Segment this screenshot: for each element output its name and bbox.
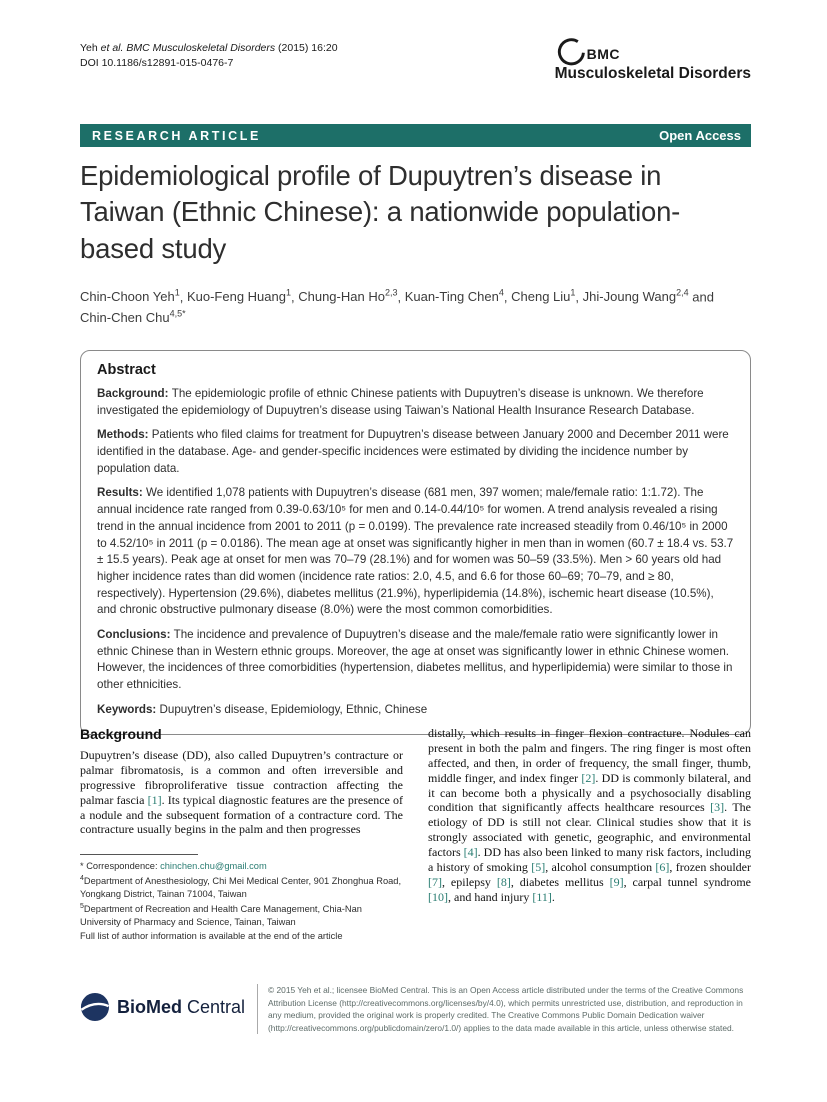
citation-authors: Yeh [80,42,101,54]
affiliation-superscript: 5 [80,902,84,910]
bmc-logo [555,36,751,83]
abstract-section: Background: The epidemiologic profile of ethnic Chinese patients with Dupuytren’s disease is unknown. We therefore investigated the epidemiology of Dupuytren’s disease using Taiwan’s National Health Insurance Research Database. [97,387,704,417]
author-name: Chin-Choon Yeh$^1$ [80,288,180,305]
citation-ref[interactable]: [10] [428,889,448,904]
author-name: Cheng Liu$^1$ [511,288,576,305]
page-header [80,42,751,83]
bmc-logo-row [555,36,751,67]
copyright-text: © 2015 Yeh et al.; licensee BioMed Central. This is an Open Access article distributed under the terms of the Creative Commons Attribution License (http://creativecommons.org/licenses/by/4.0), which permits unrestricted use, distribution, and reproduction in any medium, provided the original work is properly credited. The Creative Commons Public Domain Dedication waiver (http://creativecommons.org/publicdomain/zero/1.0/) applies to the data made available in this article, unless otherwise stated. [257,984,751,1034]
author-name: Jhi-Joung Wang$^{2,4}$ [582,288,689,305]
affiliation-superscript: 4 [80,875,84,883]
research-article-label: RESEARCH ARTICLE [92,128,261,143]
doi-line: DOI 10.1186/s12891-015-0476-7 [80,57,234,69]
body-paragraph-left: Dupuytren’s disease (DD), also called Dupuytren’s contracture or palmar fibromatosis, is a common and often irreversible and progressive fibroproliferative tissue contraction affecting the palmar fascia [1]. Its typical diagnostic features are the presence of a nodule and the subsequent formation of a contracture cord. The contracture usually begins in the palm and then progresses [80,748,403,837]
correspondence-note [80,860,403,873]
citation-ref[interactable]: [4] [463,845,478,859]
abstract-section: Results: We identified 1,078 patients with Dupuytren’s disease (681 men, 397 women; male/female ratio: 1:1.72). The annual incidence rate ranged from 0.39-0.63/10⁵ for men and 0.14-0.44/10⁵ for women. A trend analysis revealed a rising trend in the annual incidence from 2001 to 2011 (p = 0.0199). The prevalence rate increased steadily from 0.46/10⁵ in 2000 to 4.52/10⁵ in 2011 (p = 0.0186). The mean age at onset was significantly higher in men than in women (60.7 ± 18.4 vs. 53.7 ± 15.5 years). Peak age at onset for men was 70–79 (28.1%) and for women was 50–59 (33.5%). Men > 60 years old had higher incidence rates than did women (incidence rate ratios: 2.0, 4.5, and 6.6 for those 60–69; 70–79, and ≥ 80, respectively). Hypertension (29.6%), diabetes mellitus (21.9%), hyperlipidemia (14.8%), ischemic heart disease (10.5%), and chronic obstructive pulmonary disease (8.0%) were the most common comorbidities. [97,486,734,617]
author-name: Chin-Chen Chu$^{4,5*}$ [80,308,186,325]
citation-ref[interactable]: [2] [581,770,596,785]
author-affiliation-superscript: 1 [174,288,180,298]
footnotes-block [80,854,403,942]
author-name: Chung-Han Ho$^{2,3}$ [298,288,398,305]
body-columns [80,726,751,943]
citation-ref[interactable]: [8] [496,874,511,889]
authors-line: Chin-Choon Yeh$^1$, Kuo-Feng Huang$^1$, Chung-Han Ho$^{2,3}$, Kuan-Ting Chen$^4$, Cheng Liu$^1$, Jhi-Joung Wang$^{2,4}$ and Chin-Chen Chu$^{4,5*}$ [80,288,714,325]
article-type-banner [80,124,751,147]
journal-name-italic: et al. BMC Musculoskeletal Disorders [100,42,276,54]
full-author-list-note: Full list of author information is available at the end of the article [80,930,343,941]
citation-ref[interactable]: [3] [710,800,725,815]
affiliation-note: $^5$Department of Recreation and Health Care Management, Chia-Nan University of Pharmacy and Science, Tainan, Taiwan [80,902,362,927]
biomed-central-globe-icon [80,992,110,1022]
affiliation-note: $^4$Department of Anesthesiology, Chi Mei Medical Center, 901 Zhonghua Road, Yongkang District, Tainan 71004, Taiwan [80,875,402,899]
citation-line [80,42,338,54]
author-affiliation-superscript: 1 [285,288,291,298]
bmc-wordmark: BMC [586,45,620,62]
author-name: Kuan-Ting Chen$^4$ [404,288,504,305]
open-access-label: Open Access [659,128,741,143]
abstract-section: Conclusions: The incidence and prevalence of Dupuytren’s disease and the male/female ratio were significantly lower in ethnic Chinese than in Western ethnic groups. Moreover, the age at onset was significantly lower in ethnic Chinese women. However, the incidences of three comorbidities (hypertension, diabetes mellitus, and hyperlipidemia) were similar to those in other ethnicities. [97,627,733,691]
abstract-section-label: Conclusions: [97,627,174,641]
author-affiliation-superscript: 2,4 [676,288,689,298]
biomed-central-logo [80,984,245,1022]
abstract-section: Methods: Patients who filed claims for treatment for Dupuytren’s disease between January 2000 and December 2011 were identified in the database. Age- and gender-specific incidences were estimated by dividing the incidence number by population data. [97,428,729,475]
abstract-section-label: Results: [97,486,146,500]
bmc-arc-icon [555,36,586,67]
citation-ref[interactable]: [11] [532,889,552,904]
background-heading: Background [80,726,162,742]
article-title: Epidemiological profile of Dupuytren’s disease in Taiwan (Ethnic Chinese): a nationwide population-based study [80,160,681,264]
citation-block [80,42,338,69]
left-column [80,726,403,943]
central-wordmark: Central [181,996,245,1017]
author-affiliation-superscript: 2,3 [384,288,398,298]
author-name: Kuo-Feng Huang$^1$ [186,288,291,305]
abstract-heading: Abstract [97,362,156,378]
footnote-rule [80,854,198,855]
citation-ref[interactable]: [5] [531,859,546,874]
citation-ref[interactable]: [9] [609,874,624,889]
author-affiliation-superscript: 4,5* [169,308,186,319]
author-affiliation-superscript: 4 [498,288,504,298]
citation-ref[interactable]: [7] [428,874,442,889]
citation-ref[interactable]: [6] [655,859,670,874]
biomed-central-wordmark [117,997,245,1018]
page-footer [80,984,751,1034]
abstract-section: Keywords: Dupuytren’s disease, Epidemiology, Ethnic, Chinese [97,702,428,716]
abstract-section-label: Background: [97,387,172,400]
citation-ref[interactable]: [1] [147,792,162,807]
citation-issue: (2015) 16:20 [275,42,338,54]
right-column [428,726,751,943]
biomed-wordmark-bold: BioMed [116,996,182,1017]
abstract-section-label: Keywords: [97,702,160,716]
abstract-box [80,350,751,735]
journal-title-logo: Musculoskeletal Disorders [554,65,751,82]
body-paragraph-right: distally, which results in finger flexion contracture. Nodules can present in both the palm and fingers. The ring finger is most often affected, and then, in order of frequency, the small finger, thumb, middle finger, and index finger [2]. DD is commonly bilateral, and it can become both a physically and a psychosocially disabling condition that significantly affects healthcare resources [3]. The etiology of DD is still not clear. Clinical studies show that it is strongly associated with genetic, geographic, and environmental factors [4]. DD has also been linked to many risk factors, including a history of smoking [5], alcohol consumption [6], frozen shoulder [7], epilepsy [8], diabetes mellitus [9], carpal tunnel syndrome [10], and hand injury [11]. [428,726,751,904]
abstract-section-label: Methods: [97,428,152,442]
affiliation-notes [80,874,403,929]
author-affiliation-superscript: 1 [570,288,576,298]
correspondence-prefix: * Correspondence: [80,861,161,872]
correspondence-email-link[interactable]: chinchen.chu@gmail.com [160,861,267,872]
abstract-sections [97,386,734,718]
